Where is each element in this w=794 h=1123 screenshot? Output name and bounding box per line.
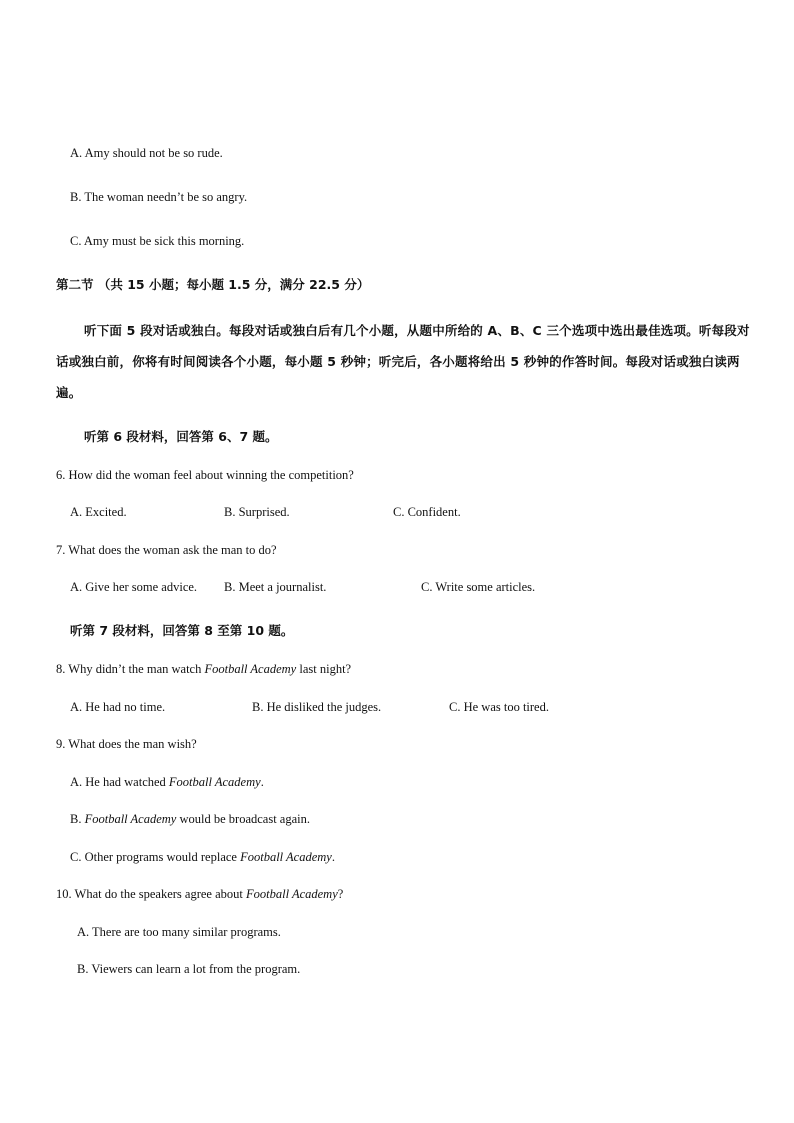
question-6-stem: 6. How did the woman feel about winning the competition? [56,468,354,482]
section-instructions: 听下面 5 段对话或独白。每段对话或独白后有几个小题，从题中所给的 A、B、C 三个选项中选出最佳选项。听每段对话或独白前，你将有时间阅读各个小题，每小题 5 秒钟；听完后，各小题将给出 5 秒钟的作答时间。每段对话或独白读两遍。 [56,323,750,400]
question-8-option-a: A. He had no time. [70,700,166,714]
question-9-stem: 9. What does the man wish? [56,737,197,751]
section-heading: 第二节 （共 15 小题；每小题 1.5 分，满分 22.5 分） [56,277,370,292]
question-7-stem: 7. What does the woman ask the man to do? [56,543,277,557]
material-7-heading: 听第 7 段材料，回答第 8 至第 10 题。 [70,623,294,638]
question-6-option-a: A. Excited. [70,505,127,519]
program-title: Football Academy [240,850,332,864]
option-c-prev: C. Amy must be sick this morning. [70,234,245,248]
option-a-prev: A. Amy should not be so rude. [70,146,223,160]
program-title: Football Academy [168,775,261,789]
question-10-stem: 10. What do the speakers agree about Football Academy? [56,887,344,901]
question-7-option-a: A. Give her some advice. [70,580,198,594]
program-title: Football Academy [204,662,297,676]
option-b-prev: B. The woman needn’t be so angry. [70,190,248,204]
question-8-option-c: C. He was too tired. [449,700,549,714]
program-title: Football Academy [245,887,338,901]
question-8-option-b: B. He disliked the judges. [252,700,382,714]
program-title: Football Academy [84,812,177,826]
question-10-option-a: A. There are too many similar programs. [77,925,281,939]
question-7-option-b: B. Meet a journalist. [224,580,327,594]
question-9-option-a: A. He had watched Football Academy. [70,775,264,789]
question-9-option-c: C. Other programs would replace Football Academy. [70,850,335,864]
question-6-option-c: C. Confident. [393,505,461,519]
question-7-option-c: C. Write some articles. [421,580,536,594]
question-10-option-b: B. Viewers can learn a lot from the program. [77,962,301,976]
question-9-option-b: B. Football Academy would be broadcast again. [70,812,310,826]
question-8-stem: 8. Why didn’t the man watch Football Academy last night? [56,662,352,676]
question-6-option-b: B. Surprised. [224,505,290,519]
material-6-heading: 听第 6 段材料，回答第 6、7 题。 [84,429,278,444]
